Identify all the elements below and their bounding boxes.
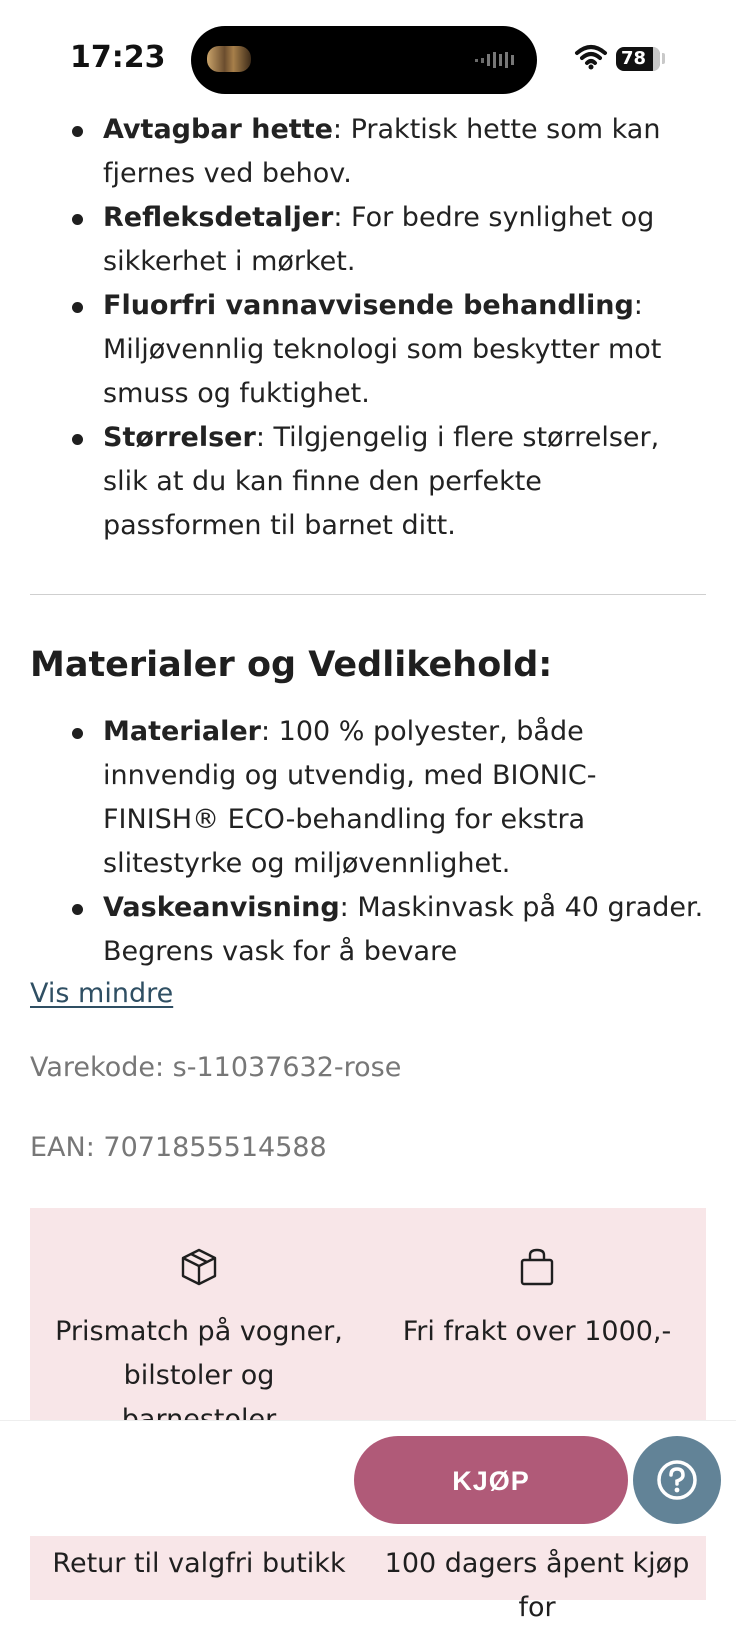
feature-title: Størrelser [103,422,256,453]
package-icon [178,1246,220,1288]
perks-panel-continued [30,1536,706,1623]
perk-open-purchase: 100 dagers åpent kjøp for [384,1548,690,1623]
list-item [30,196,706,284]
status-time: 17:23 [70,40,166,75]
feature-text: : For bedre synlighet og sikkerhet i mørket. [103,202,655,277]
wifi-icon [575,44,607,70]
battery-indicator [616,47,660,71]
dynamic-island [191,26,537,94]
shopping-bag-icon [516,1246,558,1288]
list-item [30,108,706,196]
battery-tip [662,53,665,64]
now-playing-thumbnail [207,46,251,72]
section-heading: Materialer og Vedlikehold: [30,645,553,685]
material-text: : 100 % polyester, både innvendig og utvendig, med BIONIC-FINISH® ECO-behandling for ekstra slitestyrke og miljøvennlighet. [103,716,597,879]
perk-return: Retur til valgfri butikk [52,1548,346,1579]
feature-title: Fluorfri vannavvisende behandling [103,290,634,321]
perk-label: Fri frakt over 1000,- [402,1316,672,1347]
list-item [30,284,706,416]
list-item [30,886,706,974]
perk-label: Prismatch på vogner, bilstoler og [55,1316,343,1391]
battery-level: 78 [621,48,647,69]
section-divider [30,594,706,595]
help-button[interactable] [633,1436,721,1524]
product-description [30,108,706,548]
perk-price-match [30,1246,368,1442]
feature-text: : Praktisk hette som kan fjernes ved behov. [103,114,661,189]
list-item [30,710,706,886]
feature-title: Avtagbar hette [103,114,333,145]
sticky-action-bar [0,1420,736,1537]
product-sku: Varekode: s-11037632-rose [30,1052,402,1083]
list-item [30,416,706,548]
buy-button[interactable]: KJØP [354,1436,628,1524]
feature-text: : Miljøvennlig teknologi som beskytter mot smuss og fuktighet. [103,290,662,409]
material-text: : Maskinvask på 40 grader. Begrens vask for å bevare [103,892,704,967]
product-ean: EAN: 7071855514588 [30,1132,327,1163]
show-less-link[interactable]: Vis mindre [30,978,174,1009]
material-title: Materialer [103,716,261,747]
materials-list [30,710,706,974]
help-icon [655,1458,699,1502]
feature-list [30,108,706,548]
feature-title: Refleksdetaljer [103,202,334,233]
perk-free-shipping [368,1246,706,1354]
feature-text: : Tilgjengelig i flere størrelser, slik at du kan finne den perfekte passformen til barnet ditt. [103,422,660,541]
audio-wave-icon [475,51,517,69]
status-bar [0,0,736,110]
materials-list-container [30,710,706,966]
perks-panel [30,1208,706,1420]
material-title: Vaskeanvisning [103,892,340,923]
